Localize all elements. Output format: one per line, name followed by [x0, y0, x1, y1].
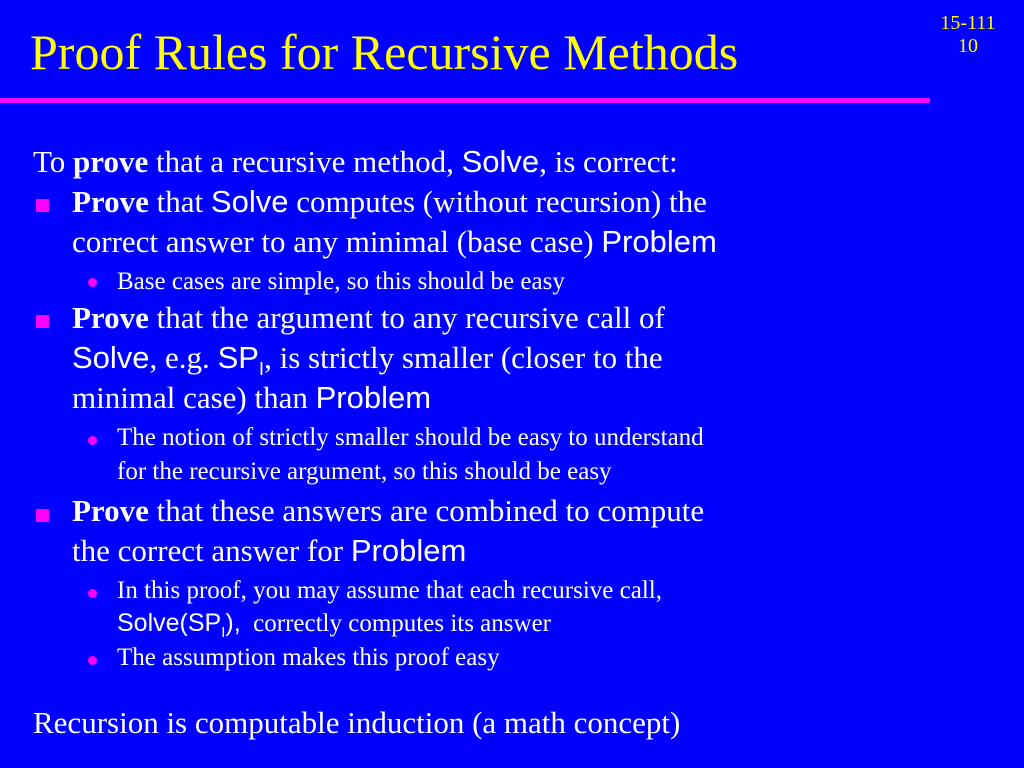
bullet3-sub2: The assumption makes this proof easy: [117, 644, 500, 671]
bullet1-line2: correct answer to any minimal (base case) Problem: [72, 224, 717, 259]
bullet3-sub1-line2: $Solve(SP_I)$, correctly computes its answer: [117, 609, 551, 641]
bullet2-line3: minimal case) than Problem: [72, 380, 432, 415]
bullet3-line1: Prove that these answers are combined to compute: [72, 493, 705, 528]
round-bullet-icon: [88, 278, 97, 287]
page-number: 10: [958, 35, 978, 57]
bullet2-line2: Solve, e.g. $SP_I$, is strictly smaller (closer to the: [72, 340, 663, 380]
slide-title: Proof Rules for Recursive Methods: [30, 24, 739, 80]
bullet3-line2: the correct answer for Problem: [72, 533, 467, 568]
title-divider: [0, 98, 930, 103]
square-bullet-icon: [36, 509, 49, 522]
bullet2-line1: Prove that the argument to any recursive call of: [72, 300, 665, 335]
method-name: Solve: [461, 144, 540, 179]
footer-statement: Recursion is computable induction (a math concept): [33, 705, 681, 740]
course-code: 15-111: [940, 12, 996, 34]
square-bullet-icon: [36, 199, 49, 212]
bullet2-sub1-line1: The notion of strictly smaller should be easy to understand: [117, 424, 704, 451]
round-bullet-icon: [88, 589, 97, 598]
round-bullet-icon: [88, 436, 97, 445]
bullet1-line1: Prove that Solve computes (without recursion) the: [72, 184, 707, 219]
bullet2-sub1-line2: for the recursive argument, so this should be easy: [117, 458, 612, 485]
bullet3-sub1-line1: In this proof, you may assume that each recursive call,: [117, 577, 662, 604]
round-bullet-icon: [88, 656, 97, 665]
intro-line: To prove that a recursive method, Solve, is correct:: [33, 144, 678, 179]
bullet1-sub1: Base cases are simple, so this should be easy: [117, 268, 565, 295]
square-bullet-icon: [36, 315, 49, 328]
slide-number: [928, 12, 1008, 58]
